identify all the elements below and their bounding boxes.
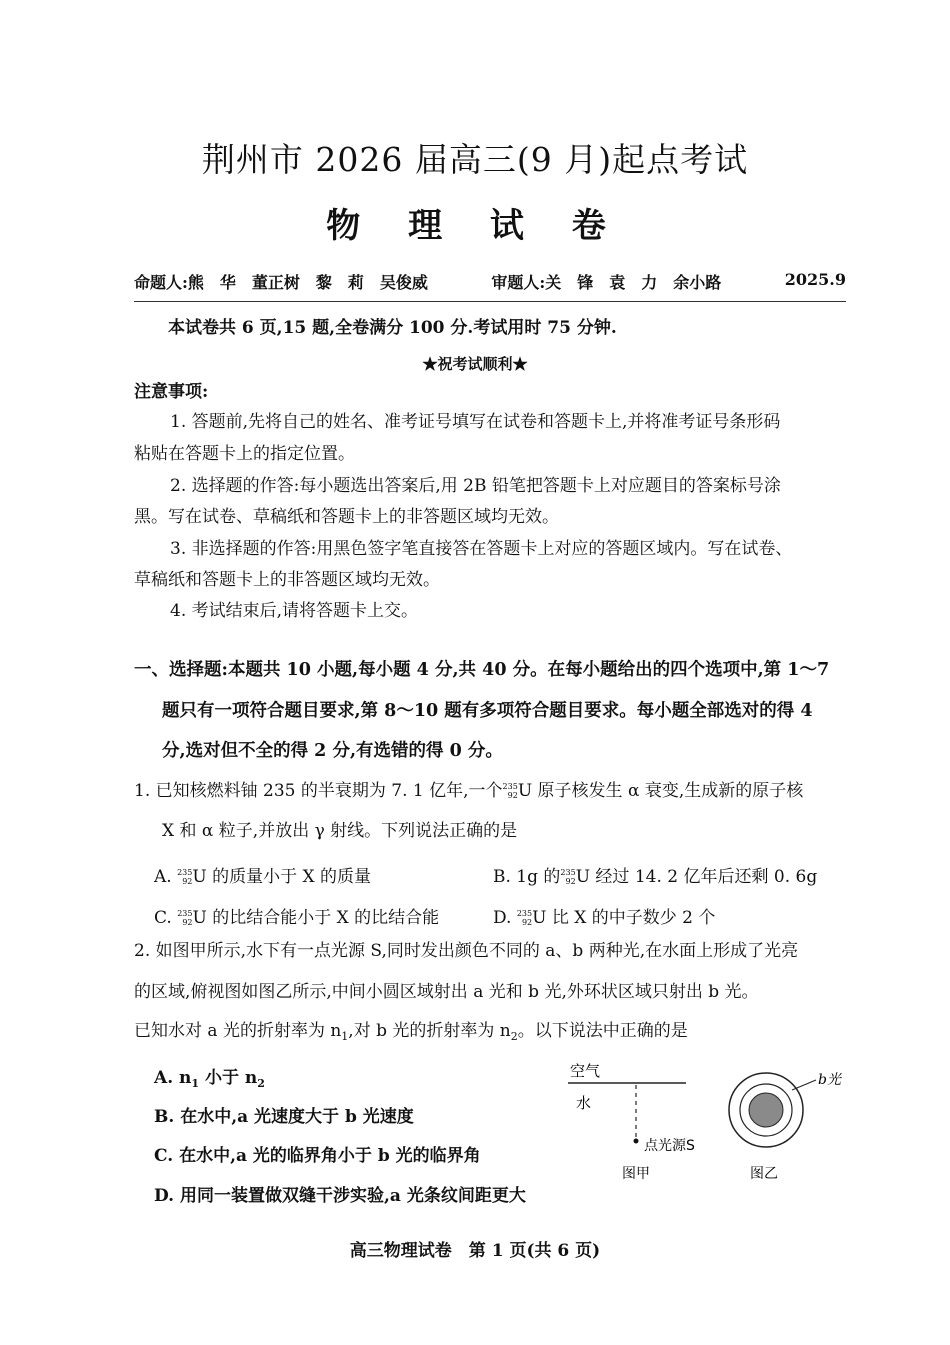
q1-stem-line-2: X 和 α 粒子,并放出 γ 射线。下列说法正确的是 [162,821,518,841]
q2-option-a[interactable]: A. $n_1$ 小于 $n_2$ [154,1068,265,1090]
good-luck-line: ★祝考试顺利★ [422,355,528,373]
note-4: 4. 考试结束后,请将答题卡上交。 [170,601,419,621]
point-source-s [634,1139,639,1144]
q1-option-b[interactable]: B. 1g 的235 92U 经过 14. 2 亿年后还剩 0. 6g [493,867,818,887]
q1-option-a[interactable]: A. 235 92U 的质量小于 X 的质量 [154,867,372,887]
q2-option-c[interactable]: C. 在水中,a 光的临界角小于 b 光的临界角 [154,1146,481,1166]
q1-option-d[interactable]: D. 235 92U 比 X 的中子数少 2 个 [493,908,716,928]
q2-figures [560,1058,860,1188]
note-2-line-1: 2. 选择题的作答:每小题选出答案后,用 2B 铅笔把答题卡上对应题目的答案标号涂 [170,476,781,496]
author-line [134,270,846,293]
notes-heading: 注意事项: [134,382,209,402]
uranium-235-isotope: 235 92 [502,782,518,800]
exam-title: 荆州市 2026 届高三(9 月)起点考试 [201,140,749,179]
q2-stem-line-2: 的区域,俯视图如图乙所示,中间小圆区域射出 a 光和 b 光,外环状区域只射出 b 光。 [134,982,759,1002]
q1-stem-line-1: 1. 已知核燃料铀 235 的半衰期为 7. 1 亿年,一个235 92U 原子核发生 α 衰变,生成新的原子核 [134,781,804,801]
q1-option-c[interactable]: C. 235 92U 的比结合能小于 X 的比结合能 [154,908,440,928]
inner-disc-a-light [749,1093,783,1127]
section-1-line-1: 一、选择题:本题共 10 小题,每小题 4 分,共 40 分。在每小题给出的四个选项中,第 1～7 [134,660,830,680]
section-1-line-2: 题只有一项符合题目要求,第 8～10 题有多项符合题目要求。每小题全部选对的得 4 [162,701,813,721]
point-source-label: 点光源S [644,1138,695,1154]
note-1-line-2: 粘贴在答题卡上的指定位置。 [134,444,355,464]
header-rule [134,301,846,302]
figure-b-label: 图乙 [750,1166,778,1182]
note-1-line-1: 1. 答题前,先将自己的姓名、准考证号填写在试卷和答题卡上,并将准考证号条形码 [170,412,781,432]
exam-intro: 本试卷共 6 页,15 题,全卷满分 100 分.考试用时 75 分钟. [168,318,617,338]
water-label: 水 [576,1094,592,1112]
figure-a-label: 图甲 [622,1166,650,1182]
setters: 命题人:熊 华 董正树 黎 莉 吴俊威 [134,273,428,292]
page-footer: 高三物理试卷 第 1 页(共 6 页) [349,1241,601,1261]
section-1-line-3: 分,选对但不全的得 2 分,有选错的得 0 分。 [162,741,503,761]
q2-option-b[interactable]: B. 在水中,a 光速度大于 b 光速度 [154,1107,414,1127]
reviewers: 审题人:关 锋 袁 力 余小路 [491,273,722,292]
subject-title: 物 理 试 卷 [326,206,624,246]
q2-stem-line-3: 已知水对 a 光的折射率为 $n_1$,对 b 光的折射率为 $n_2$。以下说法中正确的是 [134,1021,688,1043]
b-light-label: b光 [818,1072,841,1088]
air-label: 空气 [570,1062,601,1080]
b-light-pointer [792,1080,816,1090]
note-3-line-1: 3. 非选择题的作答:用黑色签字笔直接答在答题卡上对应的答题区域内。写在试卷、 [170,539,793,559]
exam-date: 2025.9 [784,270,846,289]
note-2-line-2: 黑。写在试卷、草稿纸和答题卡上的非答题区域均无效。 [134,507,559,527]
note-3-line-2: 草稿纸和答题卡上的非答题区域均无效。 [134,570,440,590]
q2-stem-line-1: 2. 如图甲所示,水下有一点光源 S,同时发出颜色不同的 a、b 两种光,在水面上形成了光亮 [134,941,799,961]
q2-option-d[interactable]: D. 用同一装置做双缝干涉实验,a 光条纹间距更大 [154,1186,526,1206]
